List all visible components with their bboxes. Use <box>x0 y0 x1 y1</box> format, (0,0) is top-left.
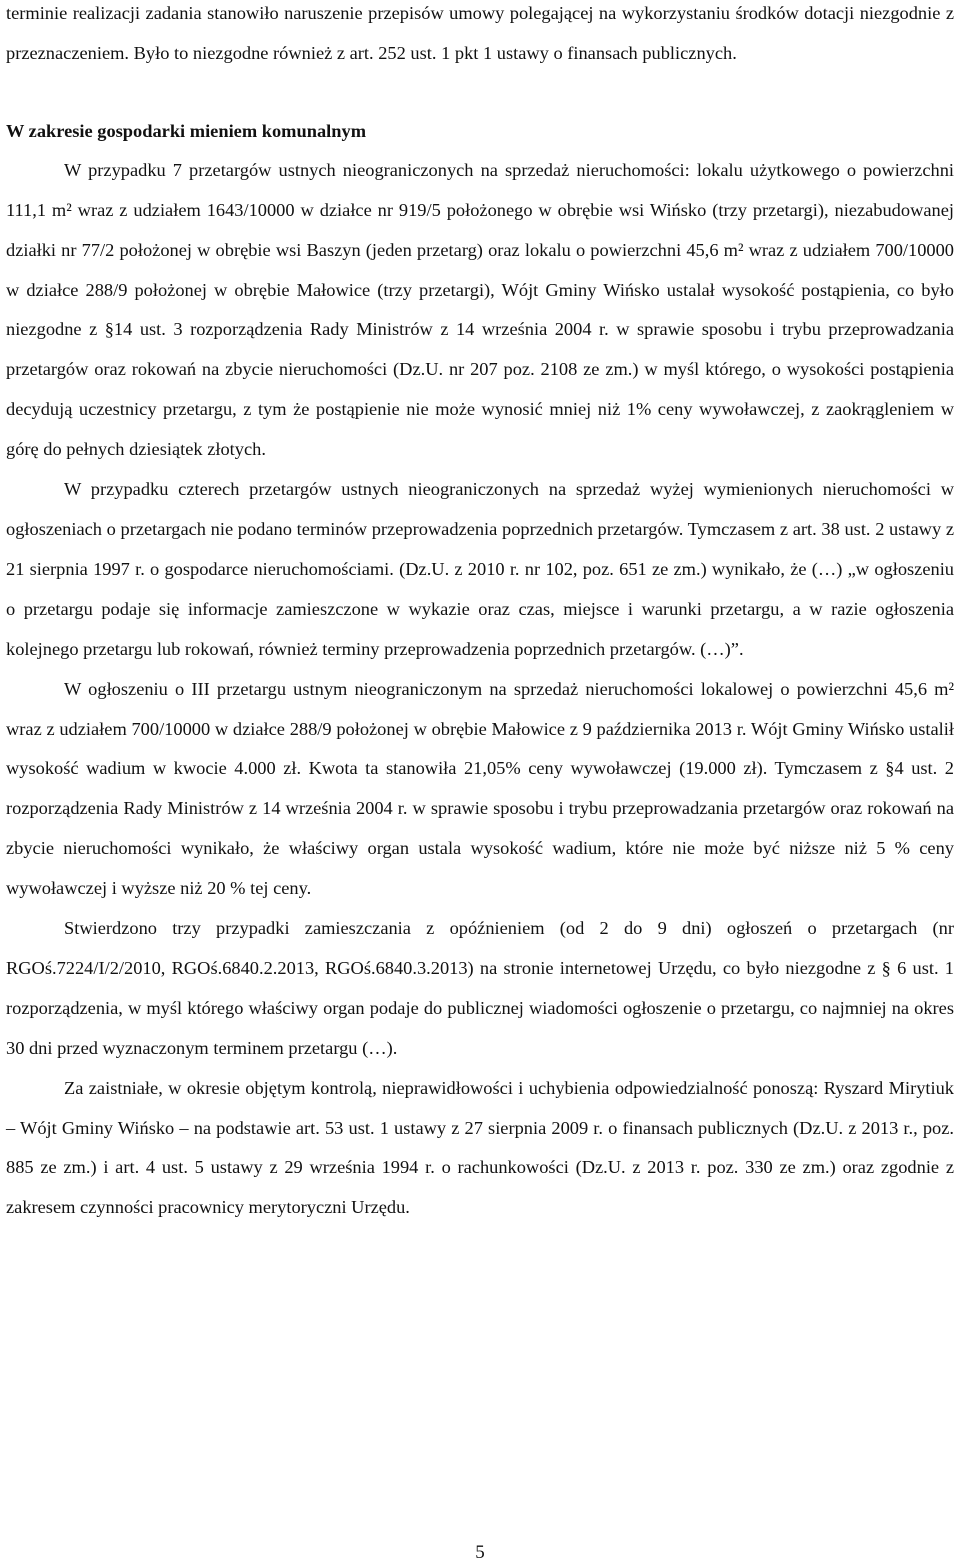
document-page <box>6 0 954 1228</box>
paragraph-ogloszenia: W przypadku czterech przetargów ustnych nieograniczonych na sprzedaż wyżej wymienionych nieruchomości w ogłoszeniach o przetargach nie podano terminów przeprowadzenia poprzednich przetargów. Tymczasem z art. 38 ust. 2 ustawy z 21 sierpnia 1997 r. o gospodarce nieruchomościami. (Dz.U. z 2010 r. nr 102, poz. 651 ze zm.) wynikało, że (…) „w ogłoszeniu o przetargu podaje się informacje zamieszczone w wykazie oraz czas, miejsce i warunki przetargu, a w razie ogłoszenia kolejnego przetargu lub rokowań, również terminy przeprowadzenia poprzednich przetargów. (…)”. <box>6 479 954 659</box>
paragraph-continuation: terminie realizacji zadania stanowiło naruszenie przepisów umowy polegającej na wykorzystaniu środków dotacji niezgodnie z przeznaczeniem. Było to niezgodne również z art. 252 ust. 1 pkt 1 ustawy o finansach publicznych. <box>6 3 954 63</box>
paragraph-odpowiedzialnosc: Za zaistniałe, w okresie objętym kontrolą, nieprawidłowości i uchybienia odpowiedzialność ponoszą: Ryszard Mirytiuk – Wójt Gminy Wińsko – na podstawie art. 53 ust. 1 ustawy z 27 sierpnia 2009 r. o finansach publicznych (Dz.U. z 2013 r., poz. 885 ze zm.) i art. 4 ust. 5 ustawy z 29 września 1994 r. o rachunkowości (Dz.U. z 2013 r. poz. 330 ze zm.) oraz zgodnie z zakresem czynności pracownicy merytoryczni Urzędu. <box>6 1077 954 1218</box>
page-number: 5 <box>475 1542 485 1563</box>
paragraph-opoznienia: Stwierdzono trzy przypadki zamieszczania z opóźnieniem (od 2 do 9 dni) ogłoszeń o przetargach (nr RGOś.7224/I/2/2010, RGOś.6840.2.2013, RGOś.6840.3.2013) na stronie internetowej Urzędu, co było niezgodne z § 6 ust. 1 rozporządzenia, w myśl którego właściwy organ podaje do publicznej wiadomości ogłoszenie o przetargu, co najmniej na okres 30 dni przed wyznaczonym terminem przetargu (…). <box>6 918 954 1058</box>
paragraph-postapienie: W przypadku 7 przetargów ustnych nieograniczonych na sprzedaż nieruchomości: lokalu użytkowego o powierzchni 111,1 m² wraz z udziałem 1643/10000 w działce nr 919/5 położonego w obrębie wsi Wińsko (trzy przetargi), niezabudowanej działki nr 77/2 położonej w obrębie wsi Baszyn (jeden przetarg) oraz lokalu o powierzchni 45,6 m² wraz z udziałem 700/10000 w działce 288/9 położonej w obrębie Małowice (trzy przetargi), Wójt Gminy Wińsko ustalał wysokość postąpienia, co było niezgodne z §14 ust. 3 rozporządzenia Rady Ministrów z 14 września 2004 r. w sprawie sposobu i trybu przeprowadzania przetargów oraz rokowań na zbycie nieruchomości (Dz.U. nr 207 poz. 2108 ze zm.) w myśl którego, o wysokości postąpienia decydują uczestnicy przetargu, z tym że postąpienie nie może wynosić mniej niż 1% ceny wywoławczej, z zaokrągleniem w górę do pełnych dziesiątek złotych. <box>6 159 954 460</box>
paragraph-wadium: W ogłoszeniu o III przetargu ustnym nieograniczonym na sprzedaż nieruchomości lokalowej o powierzchni 45,6 m² wraz z udziałem 700/10000 w działce 288/9 położonej w obrębie Małowice z 9 października 2013 r. Wójt Gminy Wińsko ustalił wysokość wadium w kwocie 4.000 zł. Kwota ta stanowiła 21,05% ceny wywoławczej (19.000 zł). Tymczasem z §4 ust. 2 rozporządzenia Rady Ministrów z 14 września 2004 r. w sprawie sposobu i trybu przeprowadzania przetargów oraz rokowań na zbycie nieruchomości wynikało, że właściwy organ ustala wysokość wadium, które nie może być niższe niż 5 % ceny wywoławczej i wyższe niż 20 % tej ceny. <box>6 678 954 899</box>
section-heading: W zakresie gospodarki mieniem komunalnym <box>6 120 367 141</box>
